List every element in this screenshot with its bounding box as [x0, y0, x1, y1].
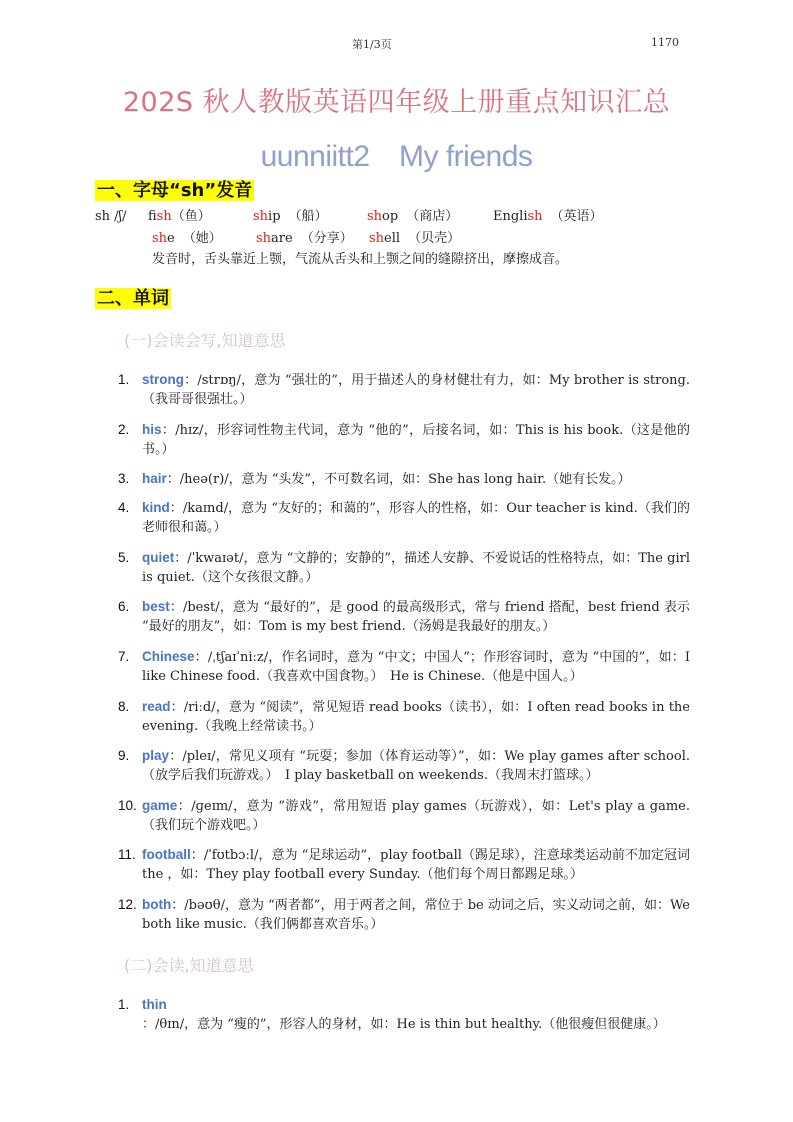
vocab-word: game: [142, 798, 178, 813]
vocab-item: [118, 548, 690, 587]
phonics-row-1: [95, 208, 126, 226]
vocab-item-text: [142, 370, 690, 409]
vocab-definition: /riːd/，意为 “阅读”，常见短语 read books（读书），如：I often read books in the evening.（我晚上经常读书。）: [142, 700, 690, 734]
vocab-word: read: [142, 699, 171, 714]
vocab-item: [118, 697, 690, 736]
vocab-item-text: [142, 895, 690, 934]
page-title: 202S 秋人教版英语四年级上册重点知识汇总: [122, 87, 671, 118]
phonics-word: she （她）: [152, 231, 222, 246]
vocab-definition: /bəʊθ/，意为 “两者都”，用于两者之间，常位于 be 动词之后，实义动词之前，如：We both like music.（我们俩都喜欢音乐。）: [142, 898, 690, 932]
vocab-word: kind: [142, 500, 170, 515]
subsection-heading: (一)会读会写,知道意思: [124, 331, 286, 350]
vocab-item-number: 4.: [118, 500, 130, 515]
vocab-definition: /ˈfʊtbɔːl/，意为 “足球运动”，play football（踢足球），注意球类运动前不加定冠词 the ，如：They play football every Sunday.（他们每个周日都踢足球。）: [142, 848, 690, 882]
vocab-item-number: 5.: [118, 550, 130, 565]
vocab-word: both: [142, 897, 172, 912]
vocab-separator: ：: [177, 799, 192, 814]
document-code: 1170: [651, 36, 679, 49]
phonics-note: 发音时，舌头靠近上颚，气流从舌头和上颚之间的缝隙挤出，摩擦成音。: [152, 252, 569, 267]
vocab-separator: ：: [194, 650, 208, 665]
vocab-item-number: 8.: [118, 699, 130, 714]
vocab-definition: /hɪz/，形容词性物主代词，意为 “他的”，后接名词，如：This is his book.（这是他的书。）: [142, 423, 690, 457]
phonics-word: shop （商店）: [367, 209, 459, 224]
vocab-separator: ：: [169, 501, 183, 516]
vocab-item-number: 9.: [118, 748, 130, 763]
vocab-separator: ：: [190, 848, 204, 863]
vocab-definition: /strɒŋ/，意为 “强壮的”，用于描述人的身材健壮有力，如：My brother is strong.（我哥哥很强壮。）: [142, 373, 690, 407]
section-heading-phonics: [95, 179, 254, 203]
vocab-item-text: [142, 469, 690, 489]
vocab-item-number: 12.: [118, 897, 137, 912]
vocab-item: [118, 370, 690, 409]
vocab-word: strong: [142, 372, 184, 387]
vocab-definition: /best/，意为 “最好的”，是 good 的最高级形式，常与 friend 搭配，best friend 表示 “最好的朋友”，如：Tom is my best friend.（汤姆是我最好的朋友。）: [142, 600, 690, 634]
unit-title: uunniitt2 My friends: [260, 140, 533, 173]
vocab-item-text: [142, 796, 690, 835]
vocab-word: hair: [142, 471, 167, 486]
vocab-item-number: 1.: [118, 997, 130, 1012]
page-number: 第1/3页: [352, 38, 392, 51]
vocab-separator: ：: [166, 472, 180, 487]
vocab-item: [118, 845, 690, 884]
vocab-word: quiet: [142, 550, 175, 565]
vocab-word: play: [142, 748, 170, 763]
vocab-item: [118, 469, 690, 489]
vocab-separator: ：: [169, 749, 183, 764]
vocab-word: thin: [142, 997, 167, 1012]
vocab-word: football: [142, 847, 191, 862]
vocab-separator: ：: [161, 423, 176, 438]
vocab-item: [118, 796, 690, 835]
vocab-item-text: [142, 498, 690, 537]
vocab-item: [118, 746, 690, 785]
vocab-item: [118, 498, 690, 537]
section-heading-text: 一、字母“sh”发音: [97, 180, 253, 201]
vocab-item-text: [142, 746, 690, 785]
vocab-item-number: 1.: [118, 372, 130, 387]
vocab-item-text: [142, 845, 690, 884]
vocab-item-text: [142, 548, 690, 587]
vocab-definition: /pleɪ/，常见义项有 “玩耍；参加（体育运动等）”，如：We play games after school.（放学后我们玩游戏。） I play basketball on weekends.（我周末打篮球。）: [142, 749, 690, 783]
vocab-item-number: 2.: [118, 422, 130, 437]
vocab-separator: ：: [142, 1017, 156, 1032]
subsection-heading: (二)会读,知道意思: [124, 956, 254, 975]
vocab-definition: /heə(r)/，意为 “头发”，不可数名词，如：She has long hair.（她有长发。）: [179, 472, 631, 487]
vocab-separator: ：: [171, 898, 185, 913]
vocab-item: [118, 995, 690, 1034]
vocab-item-text: [142, 995, 690, 1034]
vocab-separator: ：: [169, 600, 183, 615]
phonics-word: English （英语）: [493, 209, 603, 224]
phonics-lead: sh /ʃ/: [95, 209, 127, 224]
section-heading-text: 二、单词: [97, 288, 169, 309]
vocab-separator: ：: [174, 551, 188, 566]
vocab-definition: /kaɪnd/，意为 “友好的；和蔼的”，形容人的性格，如：Our teacher is kind.（我们的老师很和蔼。）: [142, 501, 690, 535]
vocab-item-number: 11.: [118, 847, 136, 862]
vocab-item-number: 6.: [118, 599, 130, 614]
phonics-word: ship （船）: [253, 209, 328, 224]
vocab-item: [118, 597, 690, 636]
vocab-item-text: [142, 647, 690, 686]
section-heading-vocabulary: [95, 287, 171, 311]
vocab-item-text: [142, 697, 690, 736]
vocab-item-number: 3.: [118, 471, 130, 486]
vocab-item: [118, 420, 690, 459]
vocab-item: [118, 895, 690, 934]
vocab-definition: /ˈkwaɪət/，意为 “文静的；安静的”，描述人安静、不爱说话的性格特点，如：The girl is quiet.（这个女孩很文静。）: [142, 551, 690, 585]
vocab-word: his: [142, 422, 162, 437]
phonics-word: fish（鱼）: [148, 209, 211, 224]
vocab-item-number: 7.: [118, 649, 130, 664]
vocab-item-text: [142, 420, 690, 459]
phonics-word: share （分享）: [256, 231, 353, 246]
vocab-word: best: [142, 599, 170, 614]
vocab-separator: ：: [170, 700, 184, 715]
vocab-item-number: 10.: [118, 798, 137, 813]
vocab-definition: /ɡeɪm/，意为 “游戏”，常用短语 play games（玩游戏），如：Let's play a game.（我们玩个游戏吧。）: [142, 799, 690, 833]
vocab-item-text: [142, 597, 690, 636]
vocab-definition: /ˌtʃaɪˈniːz/，作名词时，意为 “中文；中国人”；作形容词时，意为 “中国的”，如：I like Chinese food.（我喜欢中国食物。） He is Chinese.（他是中国人。）: [142, 650, 690, 684]
vocab-word: Chinese: [142, 649, 195, 664]
vocab-definition: /θɪn/，意为 “瘦的”，形容人的身材，如：He is thin but healthy.（他很瘦但很健康。）: [155, 1017, 666, 1032]
vocab-item: [118, 647, 690, 686]
phonics-word: shell （贝壳）: [369, 231, 461, 246]
vocab-separator: ：: [184, 373, 198, 388]
